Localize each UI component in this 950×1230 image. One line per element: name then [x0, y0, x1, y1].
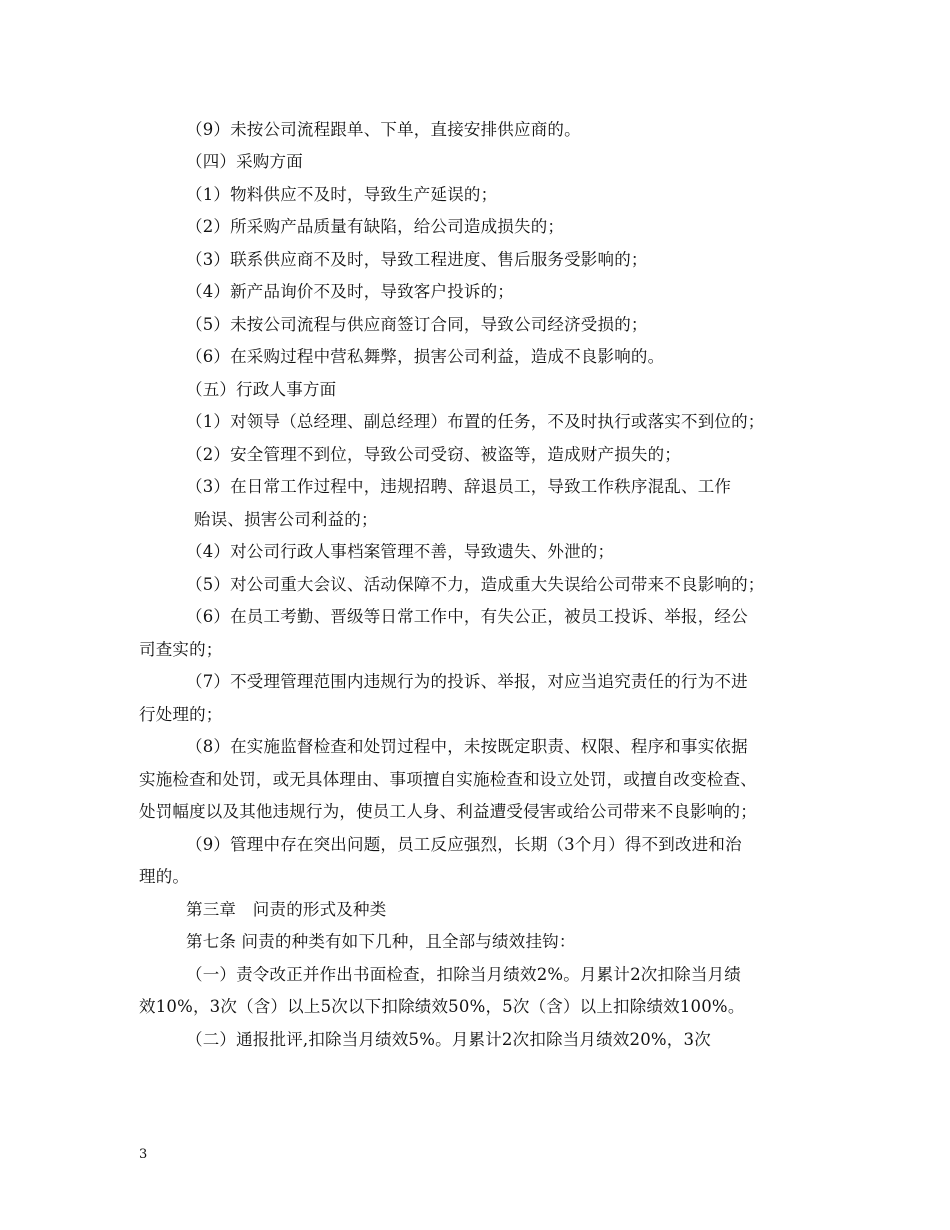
- text-line: （9）管理中存在突出问题，员工反应强烈，长期（3个月）得不到改进和治: [186, 835, 742, 854]
- text-line: 实施检查和处罚，或无具体理由、事项擅自实施检查和设立处罚，或擅自改变检查、: [139, 770, 757, 789]
- text-line: （1）对领导（总经理、副总经理）布置的任务，不及时执行或落实不到位的；: [186, 412, 765, 431]
- text-line: 贻误、损害公司利益的；: [194, 510, 378, 529]
- text-line: （3）联系供应商不及时，导致工程进度、售后服务受影响的；: [186, 250, 648, 269]
- text-line: （2）所采购产品质量有缺陷，给公司造成损失的；: [186, 217, 565, 236]
- text-line: 司查实的；: [139, 640, 223, 659]
- text-line: （5）对公司重大会议、活动保障不力，造成重大失误给公司带来不良影响的；: [186, 575, 765, 594]
- text-line: 行处理的；: [139, 705, 223, 724]
- text-line: （二）通报批评,扣除当月绩效5%。月累计2次扣除当月绩效20%，3次: [186, 1030, 711, 1049]
- text-line: （1）物料供应不及时，导致生产延误的；: [186, 185, 498, 204]
- text-line: （5）未按公司流程与供应商签订合同，导致公司经济受损的；: [186, 315, 648, 334]
- text-line: （6）在员工考勤、晋级等日常工作中，有失公正，被员工投诉、举报，经公: [186, 607, 748, 626]
- text-line: （4）新产品询价不及时，导致客户投诉的；: [186, 282, 514, 301]
- text-line: （6）在采购过程中营私舞弊，损害公司利益，造成不良影响的。: [186, 347, 665, 366]
- section-heading: （五）行政人事方面: [186, 380, 337, 399]
- text-line: 效10%，3次（含）以上5次以下扣除绩效50%，5次（含）以上扣除绩效100%。: [139, 997, 745, 1016]
- text-line: （一）责令改正并作出书面检查，扣除当月绩效2%。月累计2次扣除当月绩: [186, 965, 741, 984]
- text-line: （7）不受理管理范围内违规行为的投诉、举报，对应当追究责任的行为不进: [186, 672, 748, 691]
- text-line: 理的。: [139, 867, 190, 886]
- text-line: （9）未按公司流程跟单、下单，直接安排供应商的。: [186, 120, 581, 139]
- text-line: （3）在日常工作过程中，违规招聘、辞退员工，导致工作秩序混乱、工作: [186, 477, 732, 496]
- page-number: 3: [139, 1147, 148, 1162]
- chapter-heading: 第三章 问责的形式及种类: [186, 900, 387, 919]
- article-heading: 第七条 问责的种类有如下几种，且全部与绩效挂钩：: [186, 932, 576, 951]
- section-heading: （四）采购方面: [186, 152, 303, 171]
- text-line: （4）对公司行政人事档案管理不善，导致遗失、外泄的；: [186, 542, 615, 561]
- text-line: （2）安全管理不到位，导致公司受窃、被盗等，造成财产损失的；: [186, 445, 681, 464]
- text-line: 处罚幅度以及其他违规行为，使员工人身、利益遭受侵害或给公司带来不良影响的；: [139, 802, 757, 821]
- text-line: （8）在实施监督检查和处罚过程中，未按既定职责、权限、程序和事实依据: [186, 737, 748, 756]
